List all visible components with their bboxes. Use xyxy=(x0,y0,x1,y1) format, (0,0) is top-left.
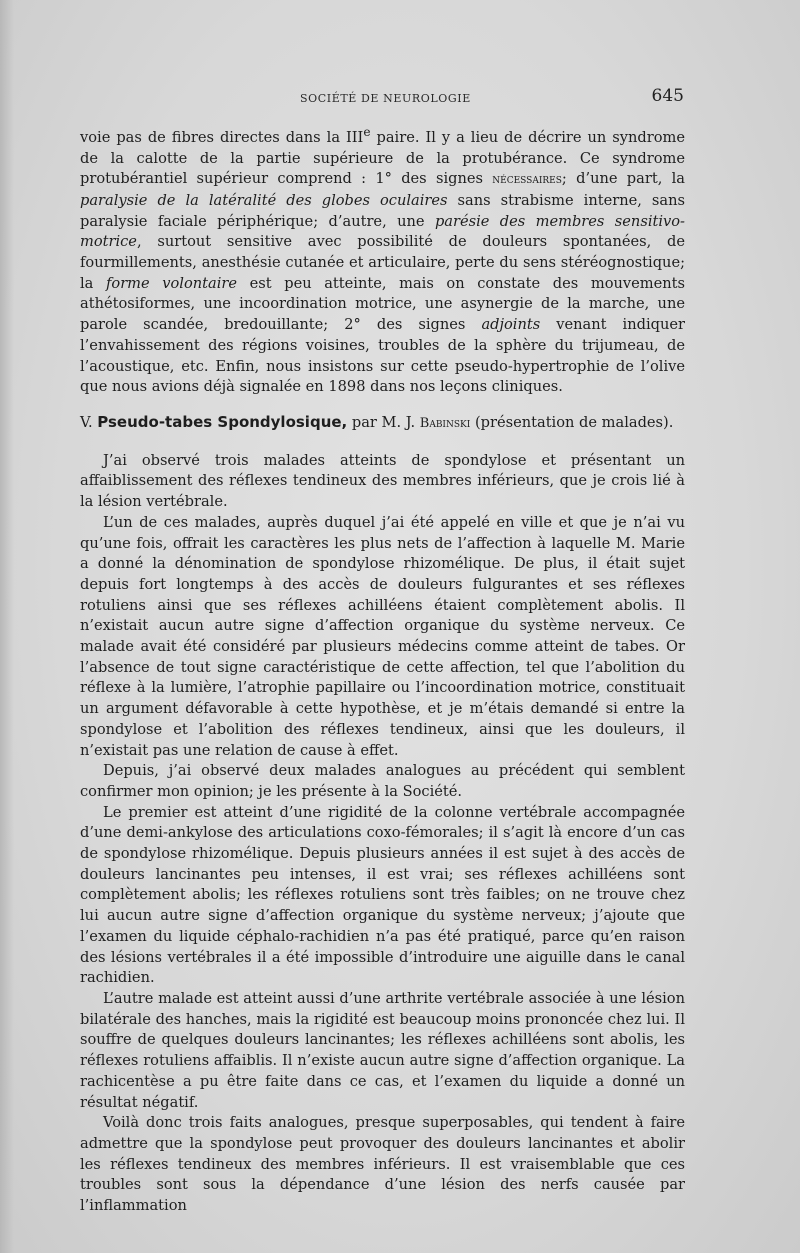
italic-term: adjoints xyxy=(481,316,541,334)
text-run: voie pas de fibres directes dans la III xyxy=(80,128,364,146)
page-body xyxy=(80,122,685,1217)
paragraph: J’ai observé trois malades atteints de spondylose et présentant un affaiblissement des réflexes tendineux des membres inférieurs, que je crois lié à la lésion vertébrale. xyxy=(80,451,685,511)
italic-term: parésie des membres sensitivo-motrice xyxy=(80,212,685,251)
text-run: par M. J. xyxy=(347,414,420,431)
section-title: Pseudo-tabes Spondylosique, xyxy=(97,413,348,431)
text-run: est peu atteinte, mais on constate des mouvements athétosiformes, une incoordination motrice, une asynergie de la marche, une parole scandée, bredouillante; 2° des signes xyxy=(80,274,685,334)
paragraph: Depuis, j’ai observé deux malades analogues au précédent qui semblent confirmer mon opinion; je les présente à la Société. xyxy=(80,762,685,800)
text-run: paire. Il y a lieu de décrire un syndrome de la calotte de la partie supérieure de la protubérance. Ce syndrome protubérantiel supérieur comprend : 1° des signes xyxy=(80,128,685,188)
small-caps-term: nécessaires xyxy=(492,172,562,188)
text-run: (présentation de malades). xyxy=(470,414,674,431)
italic-term: forme volontaire xyxy=(106,274,237,292)
text-run: sans strabisme interne, sans paralysie faciale périphérique; d’autre, une xyxy=(80,191,686,230)
italic-term: paralysie de la latéralité des globes oculaires xyxy=(80,191,448,209)
author-name: Babinski xyxy=(419,416,471,431)
page-header xyxy=(80,86,684,110)
text-run: ; d’une part, la xyxy=(561,170,685,188)
paragraph: L’autre malade est atteint aussi d’une arthrite vertébrale associée à une lésion bilatérale des hanches, mais la rigidité est beaucoup moins prononcée chez lui. Il souffre de quelques douleurs lancinantes; les réflexes achilléens sont abolis, les réflexes rotuliens affaiblis. Il n’existe aucun autre signe d’affection organique. La rachicentèse a pu être faite dans ce cas, et l’examen du liquide a donné un résultat négatif. xyxy=(80,989,685,1111)
paragraph: L’un de ces malades, auprès duquel j’ai été appelé en ville et que je n’ai vu qu’une fois, offrait les caractères les plus nets de l’affection à laquelle M. Marie a donné la dénomination de spondylose rhizomélique. De plus, il était sujet depuis fort longtemps à des accès de douleurs fulgurantes et ses réflexes rotuliens ainsi que ses réflexes achilléens étaient complètement abolis. Il n’existait aucun autre signe d’affection organique du système nerveux. Ce malade avait été considéré par plusieurs médecins comme atteint de tabes. Or l’absence de tout signe caractéristique de cette affection, tel que l’abolition du réflexe à la lumière, l’atrophie papillaire ou l’incoordination motrice, constituait un argument défavorable à cette hypothèse, et je m’étais demandé si entre la spondylose et l’abolition des réflexes tendineux, ainsi que les douleurs, il n’existait pas une relation de cause à effet. xyxy=(80,513,685,759)
paragraph-continued xyxy=(80,122,685,398)
text-run: venant indiquer l’envahissement des régions voisines, troubles de la sphère du trijumeau, de l’acoustique, etc. Enfin, nous insistons sur cette pseudo-hypertrophie de l’olive que nous avions déjà signalée en 1898 dans nos leçons cliniques. xyxy=(80,316,685,396)
section-number: V. xyxy=(80,414,98,431)
text-run: , surtout sensitive avec possibilité de douleurs spontanées, de fourmillements, anesthésie cutanée et articulaire, perte du sens stéréognostique; la xyxy=(80,233,685,292)
paragraph: Voilà donc trois faits analogues, presque superposables, qui tendent à faire admettre que la spondylose peut provoquer des douleurs lancinantes et abolir les réflexes tendineux des membres inférieurs. Il est vraisemblable que ces troubles sont sous la dépendance d’une lésion des nerfs causée par l’inflammation xyxy=(80,1114,685,1215)
page-edge-shadow xyxy=(0,0,14,1253)
running-head: SOCIÉTÉ DE NEUROLOGIE xyxy=(300,92,471,105)
section-heading xyxy=(80,412,685,435)
page-number: 645 xyxy=(651,86,684,106)
paragraph: Le premier est atteint d’une rigidité de la colonne vertébrale accompagnée d’une demi-ankylose des articulations coxo-fémorales; il s’agit là encore d’un cas de spondylose rhizomélique. Depuis plusieurs années il est sujet à des accès de douleurs lancinantes peu intenses, il est vrai; ses réflexes achilléens sont complètement abolis; les réflexes rotuliens sont très faibles; on ne trouve chez lui aucun autre signe d’affection organique du système nerveux; j’ajoute que l’examen du liquide céphalo-rachidien n’a pas été pratiqué, parce qu’en raison des lésions vertébrales il a été impossible d’introduire une aiguille dans le canal rachidien. xyxy=(80,803,685,987)
superscript: e xyxy=(363,125,371,139)
